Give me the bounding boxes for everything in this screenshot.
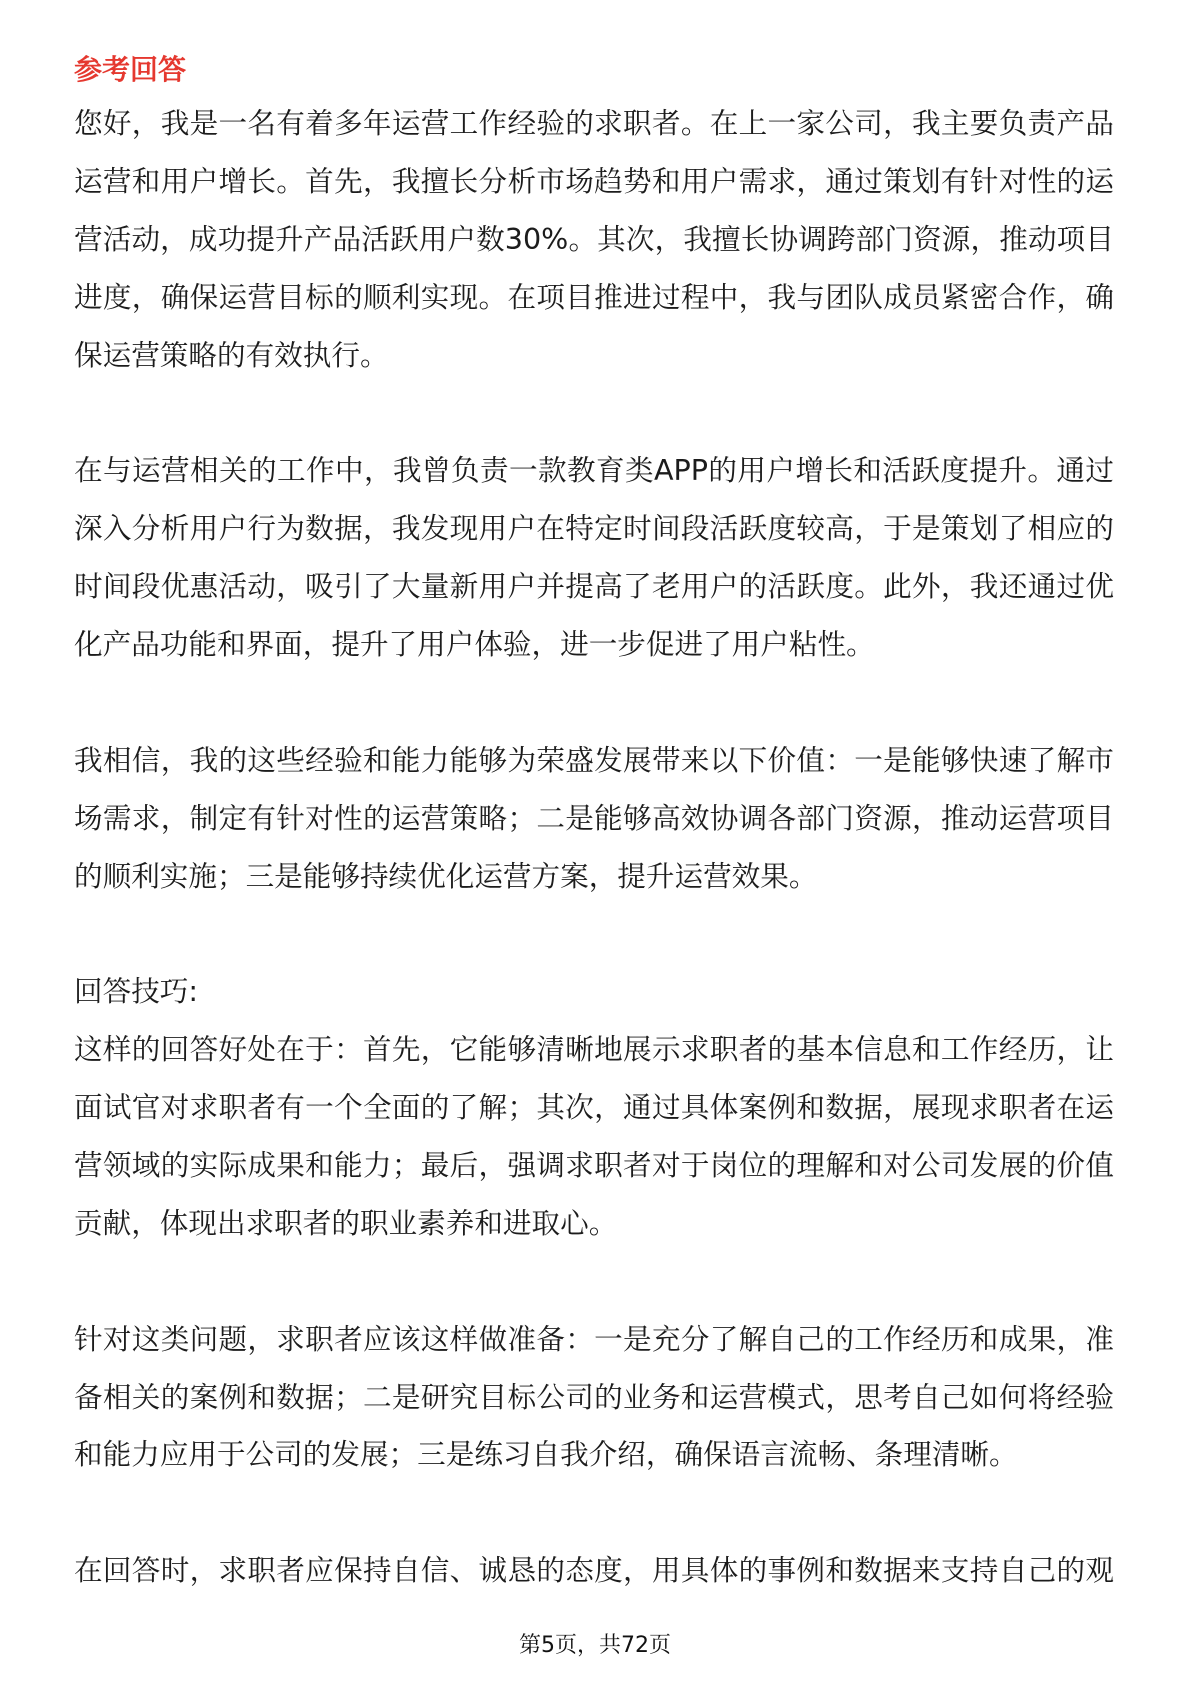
paragraph-spacer [74,905,1114,963]
paragraph-line: 面试官对求职者有一个全面的了解；其次，通过具体案例和数据，展现求职者在运 [74,1090,1114,1125]
tips-paragraph-1 [74,1021,1114,1253]
paragraph-line: 的顺利实施；三是能够持续优化运营方案，提升运营效果。 [74,858,818,893]
paragraph-line: 这样的回答好处在于：首先，它能够清晰地展示求职者的基本信息和工作经历，让 [74,1032,1114,1067]
paragraph-line: 备相关的案例和数据；二是研究目标公司的业务和运营模式，思考自己如何将经验 [74,1379,1114,1414]
paragraph-line: 时间段优惠活动，吸引了大量新用户并提高了老用户的活跃度。此外，我还通过优 [74,569,1114,604]
paragraph-line: 保运营策略的有效执行。 [74,337,389,372]
paragraph-spacer [74,1253,1114,1311]
paragraph-line: 营活动，成功提升产品活跃用户数30%。其次，我擅长协调跨部门资源，推动项目 [74,221,1114,256]
document-content [74,45,1114,1600]
tips-paragraph-2 [74,1311,1114,1485]
page-number: 第5页，共72页 [519,1633,671,1658]
paragraph-line: 场需求，制定有针对性的运营策略；二是能够高效协调各部门资源，推动运营项目 [74,800,1114,835]
paragraph-line: 您好，我是一名有着多年运营工作经验的求职者。在上一家公司，我主要负责产品 [74,106,1114,140]
tips-paragraph-3 [74,1542,1114,1600]
paragraph-spacer [74,384,1114,442]
tips-heading: 回答技巧: [74,974,199,1009]
paragraph-line: 针对这类问题，求职者应该这样做准备：一是充分了解自己的工作经历和成果，准 [74,1321,1114,1356]
paragraph-line: 深入分析用户行为数据，我发现用户在特定时间段活跃度较高，于是策划了相应的 [74,511,1114,546]
answer-paragraph-2 [74,442,1114,674]
answer-paragraph-1 [74,95,1114,384]
paragraph-line: 营领域的实际成果和能力；最后，强调求职者对于岗位的理解和对公司发展的价值 [74,1148,1114,1183]
paragraph-spacer [74,674,1114,732]
paragraph-line: 贡献，体现出求职者的职业素养和进取心。 [74,1205,618,1240]
paragraph-line: 进度，确保运营目标的顺利实现。在项目推进过程中，我与团队成员紧密合作，确 [74,279,1114,314]
answer-paragraph-3 [74,732,1114,906]
paragraph-line: 和能力应用于公司的发展；三是练习自我介绍，确保语言流畅、条理清晰。 [74,1437,1018,1472]
paragraph-line: 化产品功能和界面，提升了用户体验，进一步促进了用户粘性。 [74,627,875,662]
paragraph-line: 我相信，我的这些经验和能力能够为荣盛发展带来以下价值：一是能够快速了解市 [74,742,1114,777]
section-title: 参考回答 [74,53,187,86]
paragraph-line: 运营和用户增长。首先，我擅长分析市场趋势和用户需求，通过策划有针对性的运 [74,163,1114,198]
paragraph-spacer [74,1484,1114,1542]
paragraph-line: 在回答时，求职者应保持自信、诚恳的态度，用具体的事例和数据来支持自己的观 [74,1553,1114,1588]
paragraph-line: 在与运营相关的工作中，我曾负责一款教育类APP的用户增长和活跃度提升。通过 [74,453,1114,488]
